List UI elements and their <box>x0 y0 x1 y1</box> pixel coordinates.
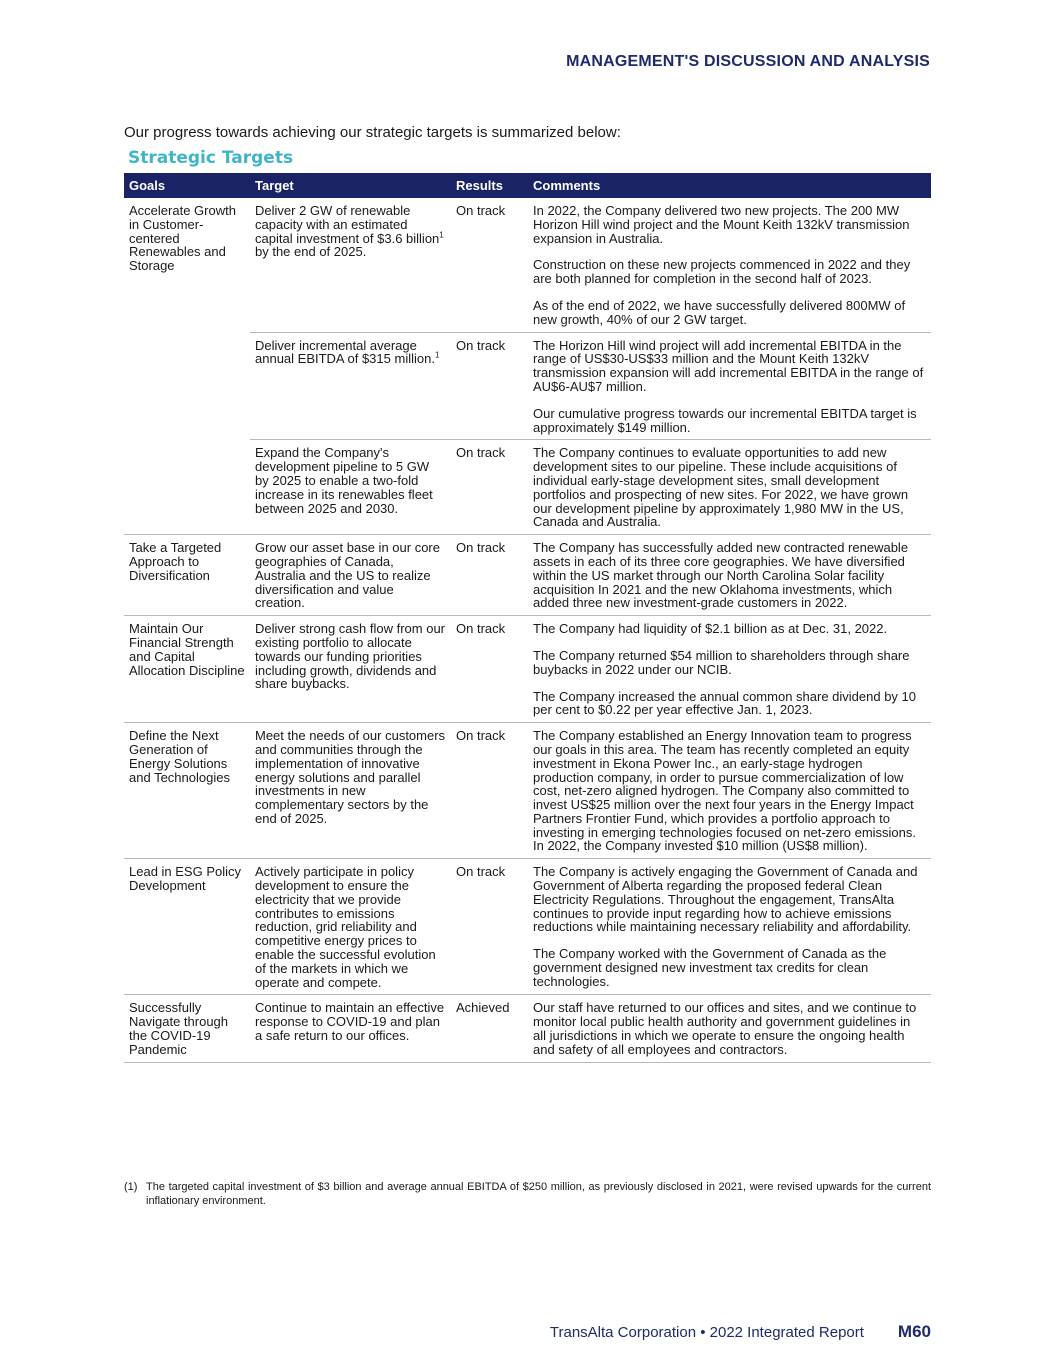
comment-paragraph: Our cumulative progress towards our incremental EBITDA target is approximately $149 million. <box>533 405 917 435</box>
table-row <box>124 995 931 1062</box>
result-cell: On track <box>451 440 528 535</box>
comment-paragraph: As of the end of 2022, we have successfully delivered 800MW of new growth, 40% of our 2 GW target. <box>533 297 906 327</box>
result-cell: On track <box>451 859 528 995</box>
result-cell: Achieved <box>451 995 528 1062</box>
comment-paragraph: The Company increased the annual common share dividend by 10 per cent to $0.22 per year effective Jan. 1, 2023. <box>533 688 917 718</box>
comments-cell <box>528 859 931 995</box>
section-title: Strategic Targets <box>128 148 294 168</box>
target-cell <box>250 332 451 440</box>
table-row <box>124 535 931 616</box>
result-cell: On track <box>451 616 528 723</box>
table-row <box>124 723 931 859</box>
target-text: Deliver strong cash flow from our existing portfolio to allocate towards our funding priorities including growth, dividends and share buybacks. <box>255 621 446 692</box>
comment-paragraph: The Horizon Hill wind project will add incremental EBITDA in the range of US$30-US$33 million and the Mount Keith 132kV transmission expansion will add incremental EBITDA in the range of AU$6-AU$7 million. <box>533 337 924 394</box>
comment-paragraph: The Company worked with the Government of Canada as the government designed new investment tax credits for clean technologies. <box>533 946 887 989</box>
page-footer <box>550 1322 931 1342</box>
comment-paragraph: Construction on these new projects commenced in 2022 and they are both planned for completion in the second half of 2023. <box>533 257 911 287</box>
comment-paragraph: Our staff have returned to our offices and sites, and we continue to monitor local public health authority and government guidelines in all jurisdictions in which we operate to ensure the ongoing health and safety of all employees and contractors. <box>533 1000 917 1057</box>
comments-cell <box>528 616 931 723</box>
target-cell <box>250 198 451 332</box>
target-text: Actively participate in policy development to ensure the electricity that we provide contributes to emissions reduction, grid reliability and competitive energy prices to enable the successful evolution of the markets in which we operate and compete. <box>255 864 436 990</box>
goal-cell: Define the Next Generation of Energy Solutions and Technologies <box>124 723 250 859</box>
target-text: Grow our asset base in our core geographies of Canada, Australia and the US to realize diversification and value creation. <box>255 540 440 611</box>
goal-cell: Lead in ESG Policy Development <box>124 859 250 995</box>
target-text: Deliver 2 GW of renewable capacity with an estimated capital investment of $3.6 billion <box>255 203 440 246</box>
comments-cell <box>528 440 931 535</box>
result-cell: On track <box>451 332 528 440</box>
target-text: Meet the needs of our customers and communities through the implementation of innovative energy solutions and parallel investments in new complementary sectors by the end of 2025. <box>255 728 446 826</box>
table-row <box>124 198 931 332</box>
comment-paragraph: The Company has successfully added new contracted renewable assets in each of its three core geographies. We have diversified within the US market through our North Carolina Solar facility acquisition In 2021 and the new Oklahoma investments, which added three new investment-grade customers in 2022. <box>533 540 909 611</box>
result-cell: On track <box>451 535 528 616</box>
comment-paragraph: The Company continues to evaluate opportunities to add new development sites to our pipeline. These include acquisitions of individual early-stage development sites, small development portfolios and prospecting of new sites. For 2022, we have grown our development pipeline by approximately 1,980 MW in the US, Canada and Australia. <box>533 445 909 530</box>
table-body <box>124 198 931 1062</box>
comment-paragraph: In 2022, the Company delivered two new projects. The 200 MW Horizon Hill wind project and the Mount Keith 132kV transmission expansion in Australia. <box>533 203 910 246</box>
header-comments: Comments <box>528 173 931 198</box>
comment-paragraph: The Company established an Energy Innovation team to progress our goals in this area. The team has recently completed an equity investment in Ekona Power Inc., an early-stage hydrogen production company, in order to pursue commercialization of low cost, net-zero aligned hydrogen. The Company also committed to invest US$25 million over the next four years in the Energy Impact Partners Frontier Fund, which provides a portfolio approach to investing in emerging technologies focused on net-zero emissions. In 2022, the Company invested $10 million (US$8 million). <box>533 728 916 854</box>
target-suffix: by the end of 2025. <box>255 244 367 260</box>
target-cell <box>250 859 451 995</box>
goal-cell: Successfully Navigate through the COVID-19 Pandemic <box>124 995 250 1062</box>
footnote <box>124 1180 931 1208</box>
comment-paragraph: The Company had liquidity of $2.1 billion as at Dec. 31, 2022. <box>533 621 888 637</box>
table-row <box>124 616 931 723</box>
target-cell <box>250 995 451 1062</box>
target-cell <box>250 535 451 616</box>
result-cell: On track <box>451 198 528 332</box>
table-header-row <box>124 173 931 198</box>
target-cell <box>250 440 451 535</box>
strategic-targets-table <box>124 173 931 1063</box>
table-row <box>124 859 931 995</box>
goal-cell: Accelerate Growth in Customer-centered Renewables and Storage <box>124 198 250 535</box>
comments-cell <box>528 332 931 440</box>
comments-cell <box>528 535 931 616</box>
goal-cell: Take a Targeted Approach to Diversification <box>124 535 250 616</box>
footnote-number: (1) <box>124 1181 138 1193</box>
header-goals: Goals <box>124 173 250 198</box>
target-text: Continue to maintain an effective response to COVID-19 and plan a safe return to our offices. <box>255 1000 445 1044</box>
comment-paragraph: The Company is actively engaging the Government of Canada and Government of Alberta regarding the proposed federal Clean Electricity Regulations. Throughout the engagement, TransAlta continues to provide input regarding how to achieve emissions reductions while maintaining necessary reliability and affordability. <box>533 864 918 935</box>
target-text: Expand the Company's development pipeline to 5 GW by 2025 to enable a two-fold increase in its renewables fleet between 2025 and 2030. <box>255 445 433 516</box>
comments-cell <box>528 723 931 859</box>
target-text: Deliver incremental average annual EBITDA of $315 million. <box>255 337 435 367</box>
goal-cell: Maintain Our Financial Strength and Capital Allocation Discipline <box>124 616 250 723</box>
footnote-ref: 1 <box>439 230 444 240</box>
footer-organization: TransAlta Corporation • 2022 Integrated Report <box>549 1324 864 1341</box>
footnote-text: The targeted capital investment of $3 billion and average annual EBITDA of $250 million, as previously disclosed in 2021, were revised upwards for the current inflationary environment. <box>146 1181 931 1207</box>
comment-paragraph: The Company returned $54 million to shareholders through share buybacks in 2022 under our NCIB. <box>533 647 910 677</box>
footnote-ref: 1 <box>434 351 440 361</box>
page-header-title: MANAGEMENT'S DISCUSSION AND ANALYSIS <box>566 53 930 70</box>
comments-cell <box>528 198 931 332</box>
target-cell <box>250 723 451 859</box>
target-cell <box>250 616 451 723</box>
intro-text: Our progress towards achieving our strategic targets is summarized below: <box>124 124 621 141</box>
result-cell: On track <box>451 723 528 859</box>
page-number: M60 <box>897 1322 931 1341</box>
header-results: Results <box>451 173 528 198</box>
comments-cell <box>528 995 931 1062</box>
header-target: Target <box>250 173 451 198</box>
